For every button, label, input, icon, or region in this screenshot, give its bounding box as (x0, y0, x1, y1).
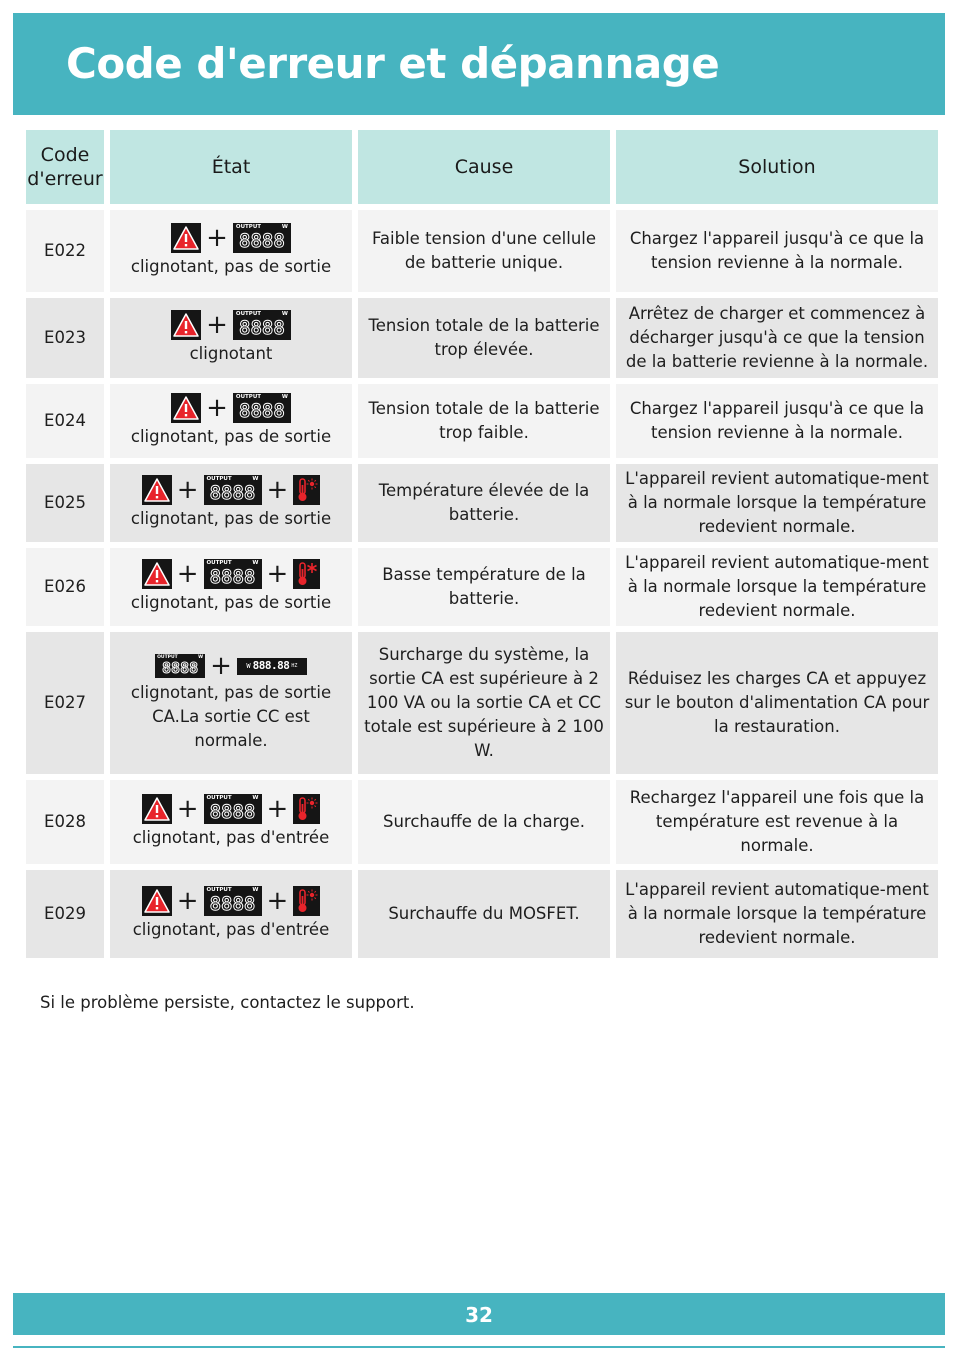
solution-cell: L'appareil revient automatique-ment à la normale lorsque la température redevient normale. (616, 548, 938, 626)
lcd-unit-label: W (281, 311, 288, 317)
plus-sign: + (206, 310, 228, 340)
plus-sign: + (266, 794, 289, 824)
output-display-icon (204, 794, 262, 824)
error-code-cell: E022 (26, 210, 104, 292)
lcd-unit-label: W (252, 560, 259, 566)
error-code-cell: E024 (26, 384, 104, 458)
error-code-cell: E029 (26, 870, 104, 958)
low-temperature-icon (293, 559, 320, 589)
state-icons (114, 393, 348, 423)
cause-cell: Basse température de la batterie. (358, 548, 610, 626)
solution-cell: Arrêtez de charger et commencez à décharger jusqu'à ce que la tension de la batterie revienne à la normale. (616, 298, 938, 378)
table-row (26, 548, 938, 626)
warning-icon (171, 393, 201, 423)
lcd-unit-label: W (252, 795, 259, 801)
page-title: Code d'erreur et dépannage (66, 39, 720, 88)
error-code-cell: E028 (26, 780, 104, 864)
output-display-icon (204, 559, 262, 589)
state-text: clignotant, pas d'entrée (132, 920, 330, 939)
lcd-unit-label: W (281, 394, 288, 400)
plus-sign: + (266, 475, 289, 505)
table-body (26, 210, 938, 958)
state-text: clignotant, pas de sortie (130, 593, 332, 612)
warning-icon (171, 310, 201, 340)
state-text: clignotant (189, 344, 273, 363)
lcd-output-label: OUTPUT (157, 655, 178, 660)
lcd-unit-label: W (252, 887, 259, 893)
state-cell (110, 384, 352, 458)
cause-cell: Température élevée de la batterie. (358, 464, 610, 542)
lcd-digits: 8888 (239, 400, 285, 422)
page-number: 32 (465, 1303, 493, 1327)
header-cause: Cause (358, 130, 610, 204)
output-display-icon (204, 886, 262, 916)
high-temperature-icon (293, 794, 320, 824)
footer-bar (13, 1293, 945, 1335)
table-row (26, 780, 938, 864)
lcd-digits: 8888 (209, 801, 256, 823)
bottom-rule (13, 1346, 945, 1348)
output-display-icon (155, 654, 205, 678)
lcd-output-label: OUTPUT (235, 394, 262, 400)
state-cell (110, 298, 352, 378)
freq-digits: 888.88 (252, 659, 290, 672)
state-cell (110, 870, 352, 958)
cause-cell: Surchauffe de la charge. (358, 780, 610, 864)
state-cell (110, 548, 352, 626)
lcd-unit-label: W (198, 655, 204, 660)
plus-sign: + (206, 393, 228, 423)
plus-sign: + (176, 559, 199, 589)
solution-cell: Chargez l'appareil jusqu'à ce que la tension revienne à la normale. (616, 384, 938, 458)
state-icons (114, 223, 348, 253)
plus-sign: + (176, 475, 199, 505)
state-cell (110, 210, 352, 292)
lcd-output-label: OUTPUT (206, 887, 232, 893)
error-code-table (20, 124, 944, 964)
solution-cell: Chargez l'appareil jusqu'à ce que la tension revienne à la normale. (616, 210, 938, 292)
plus-sign: + (210, 651, 232, 681)
lcd-output-label: OUTPUT (235, 224, 262, 230)
state-icons (114, 886, 348, 916)
state-cell (110, 632, 352, 774)
warning-icon (142, 794, 172, 824)
warning-icon (171, 223, 201, 253)
freq-prefix: W (246, 662, 251, 670)
error-code-cell: E027 (26, 632, 104, 774)
solution-cell: Réduisez les charges CA et appuyez sur le bouton d'alimentation CA pour la restauration. (616, 632, 938, 774)
state-text: clignotant, pas de sortie (130, 257, 332, 276)
plus-sign: + (266, 886, 289, 916)
lcd-digits: 8888 (209, 566, 256, 588)
error-code-cell: E023 (26, 298, 104, 378)
solution-cell: L'appareil revient automatique-ment à la normale lorsque la température redevient normale. (616, 464, 938, 542)
table-header-row (26, 130, 938, 204)
state-icons (114, 653, 348, 679)
cause-cell: Tension totale de la batterie trop faible. (358, 384, 610, 458)
high-temperature-icon (293, 886, 320, 916)
error-code-cell: E025 (26, 464, 104, 542)
lcd-output-label: OUTPUT (206, 476, 232, 482)
plus-sign: + (176, 794, 199, 824)
state-icons (114, 310, 348, 340)
warning-icon (142, 475, 172, 505)
cause-cell: Tension totale de la batterie trop élevée. (358, 298, 610, 378)
warning-icon (142, 559, 172, 589)
lcd-digits: 8888 (239, 230, 285, 252)
plus-sign: + (176, 886, 199, 916)
lcd-unit-label: W (281, 224, 288, 230)
state-text: clignotant, pas de sortie CA.La sortie CC est normale. (130, 683, 332, 750)
state-icons (114, 794, 348, 824)
cause-cell: Surcharge du système, la sortie CA est supérieure à 2 100 VA ou la sortie CA et CC totale est supérieure à 2 100 W. (358, 632, 610, 774)
header-solution: Solution (616, 130, 938, 204)
solution-cell: L'appareil revient automatique-ment à la normale lorsque la température redevient normale. (616, 870, 938, 958)
support-note: Si le problème persiste, contactez le support. (40, 992, 415, 1012)
lcd-digits: 8888 (209, 482, 256, 504)
plus-sign: + (266, 559, 289, 589)
state-text: clignotant, pas de sortie (130, 509, 332, 528)
cause-cell: Faible tension d'une cellule de batterie unique. (358, 210, 610, 292)
table-row (26, 384, 938, 458)
output-display-icon (204, 475, 262, 505)
header-code: Code d'erreur (26, 130, 104, 204)
high-temperature-icon (293, 475, 320, 505)
table-row (26, 632, 938, 774)
state-cell (110, 464, 352, 542)
state-cell (110, 780, 352, 864)
output-display-icon (233, 310, 291, 340)
lcd-digits: 8888 (239, 317, 285, 339)
lcd-output-label: OUTPUT (235, 311, 262, 317)
table-row (26, 298, 938, 378)
table-row (26, 870, 938, 958)
state-icons (114, 475, 348, 505)
header-state: État (110, 130, 352, 204)
cause-cell: Surchauffe du MOSFET. (358, 870, 610, 958)
table-row (26, 210, 938, 292)
warning-icon (142, 886, 172, 916)
lcd-digits: 8888 (162, 659, 199, 677)
freq-unit: HZ (291, 663, 298, 669)
state-text: clignotant, pas d'entrée (132, 828, 330, 847)
error-code-cell: E026 (26, 548, 104, 626)
title-banner (13, 13, 945, 115)
lcd-output-label: OUTPUT (206, 795, 232, 801)
plus-sign: + (206, 223, 228, 253)
output-display-icon (233, 393, 291, 423)
lcd-unit-label: W (252, 476, 259, 482)
table-row (26, 464, 938, 542)
output-display-icon (233, 223, 291, 253)
lcd-digits: 8888 (209, 893, 256, 915)
state-icons (114, 559, 348, 589)
solution-cell: Rechargez l'appareil une fois que la température est revenue à la normale. (616, 780, 938, 864)
lcd-output-label: OUTPUT (206, 560, 232, 566)
ac-frequency-display-icon (237, 658, 307, 675)
state-text: clignotant, pas de sortie (130, 427, 332, 446)
